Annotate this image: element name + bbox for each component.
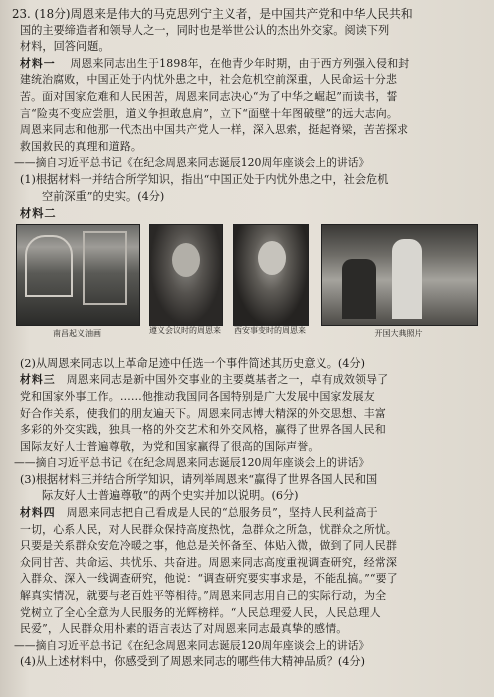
material-4-text-1: 周恩来同志把自己看成是人民的“总服务员”，坚持人民利益高于 — [66, 506, 378, 520]
nanchang-uprising-painting — [16, 224, 140, 326]
material-3-line-5: 国际友好人士普遍尊敬，为党和国家赢得了很高的国际声誉。 — [20, 439, 320, 453]
material-3-line-3: 好合作关系，使我们的朋友遍天下。周恩来同志博大精深的外交思想、丰富 — [20, 406, 386, 420]
sub-question-1-line-2: 空前深重”的史实。(4分) — [42, 189, 165, 203]
material-2-label: 材料二 — [20, 206, 57, 221]
caption-founding: 开国大典照片 — [374, 328, 423, 338]
material-3-text-1: 周恩来同志是新中国外交事业的主要奠基者之一，卓有成效领导了 — [66, 373, 389, 387]
sub-question-3-line-2: 际友好人士普遍尊敬”的两个史实并加以说明。(6分) — [42, 489, 299, 503]
caption-zunyi: 遵义会议时的周恩来 — [149, 325, 221, 335]
material-1-line-5: 周恩来同志和他那一代杰出中国共产党人一样，深入思索，挺起脊梁，苦苦探求 — [20, 123, 409, 137]
material-3-label: 材料三 — [20, 373, 56, 387]
question-stem-line-1: 23. (18分)周恩来是伟大的马克思列宁主义者，是中国共产党和中华人民共和 — [12, 7, 413, 21]
material-1-source: ——摘自习近平总书记《在纪念周恩来同志诞辰120周年座谈会上的讲话》 — [14, 156, 370, 170]
material-4-line-2: 一切，心系人民，对人民群众保持高度热忱，急群众之所急，忧群众之所忧。 — [20, 522, 398, 536]
question-stem-line-2: 国的主要缔造者和领导人之一，同时也是举世公认的杰出外交家。阅读下列 — [20, 23, 390, 37]
material-4-line-5: 入群众、深入一线调查研究，他说：“调查研究要实事求是，不能乱搞。”“要了 — [20, 572, 398, 586]
material-1-line-1 — [12, 56, 480, 73]
material-3-source: ——摘自习近平总书记《在纪念周恩来同志诞辰120周年座谈会上的讲话》 — [14, 456, 370, 470]
material-4-line-8: 民爱”，人民群众用朴素的语言表达了对周恩来同志最真挚的感情。 — [20, 622, 348, 636]
sub-question-3-line-1: (3)根据材料三并结合所学知识，请列举周恩来“赢得了世界各国人民和国 — [20, 472, 378, 486]
material-4-line-1 — [12, 505, 480, 522]
zunyi-portrait-photo — [149, 224, 223, 326]
caption-nanchang: 南昌起义油画 — [53, 328, 101, 338]
material-3-line-1 — [12, 372, 480, 389]
material-4-line-4: 众同甘苦、共命运、共忧乐、共奋进。周恩来同志高度重视调查研究，经常深 — [20, 555, 398, 569]
material-1-line-3: 苦。面对国家危难和人民困苦，周恩来同志决心“为了中华之崛起”而读书，誓 — [20, 89, 398, 103]
sub-question-1-line-1: (1)根据材料一并结合所学知识，指出“中国正处于内忧外患之中，社会危机 — [20, 172, 389, 186]
material-1-line-4: 言“险夷不变应尝胆，道义争担敢息肩”，立下“面壁十年图破壁”的远大志向。 — [20, 106, 398, 120]
material-3-line-4: 多彩的外交实践，独具一格的外交艺术和外交风格，赢得了世界各国人民和 — [20, 423, 386, 437]
question-stem-line-3: 材料，回答问题。 — [20, 40, 110, 54]
sub-question-2: (2)从周恩来同志以上革命足迹中任选一个事件简述其历史意义。(4分) — [20, 356, 365, 370]
material-2-photo-row — [12, 224, 480, 356]
material-1-label: 材料一 — [20, 56, 56, 70]
material-3-line-2: 党和国家外事工作。……他推动我国同各国特别是广大发展中国家发展友 — [20, 389, 375, 403]
material-4-source: ——摘自习近平总书记《在纪念周恩来同志诞辰120周年座谈会上的讲话》 — [14, 638, 370, 652]
material-4-line-3: 只要是关系群众安危冷暖之事，他总是关怀备至、体贴入微，做到了同人民群 — [20, 539, 398, 553]
founding-ceremony-photo — [321, 224, 478, 326]
material-1-line-2: 建统治腐败，中国正处于内忧外患之中，社会危机空前深重，人民命运十分悲 — [20, 73, 398, 87]
material-4-line-7: 党树立了全心全意为人民服务的光辉榜样。“人民总理爱人民，人民总理人 — [20, 605, 381, 619]
material-1-text-1: 周恩来同志出生于1898年，在他青少年时期，由于西方列强入侵和封 — [70, 56, 410, 70]
caption-xian: 西安事变时的周恩来 — [234, 325, 306, 335]
sub-question-4: (4)从上述材料中，你感受到了周恩来同志的哪些伟大精神品质？(4分) — [20, 655, 365, 669]
material-4-line-6: 解真实情况，就要与老百姓平等相待。”周恩来同志用自己的实际行动，为全 — [20, 589, 387, 603]
material-1-line-6: 救国救民的真理和道路。 — [20, 139, 142, 153]
xian-incident-portrait-photo — [233, 224, 309, 326]
material-4-label: 材料四 — [20, 506, 56, 520]
